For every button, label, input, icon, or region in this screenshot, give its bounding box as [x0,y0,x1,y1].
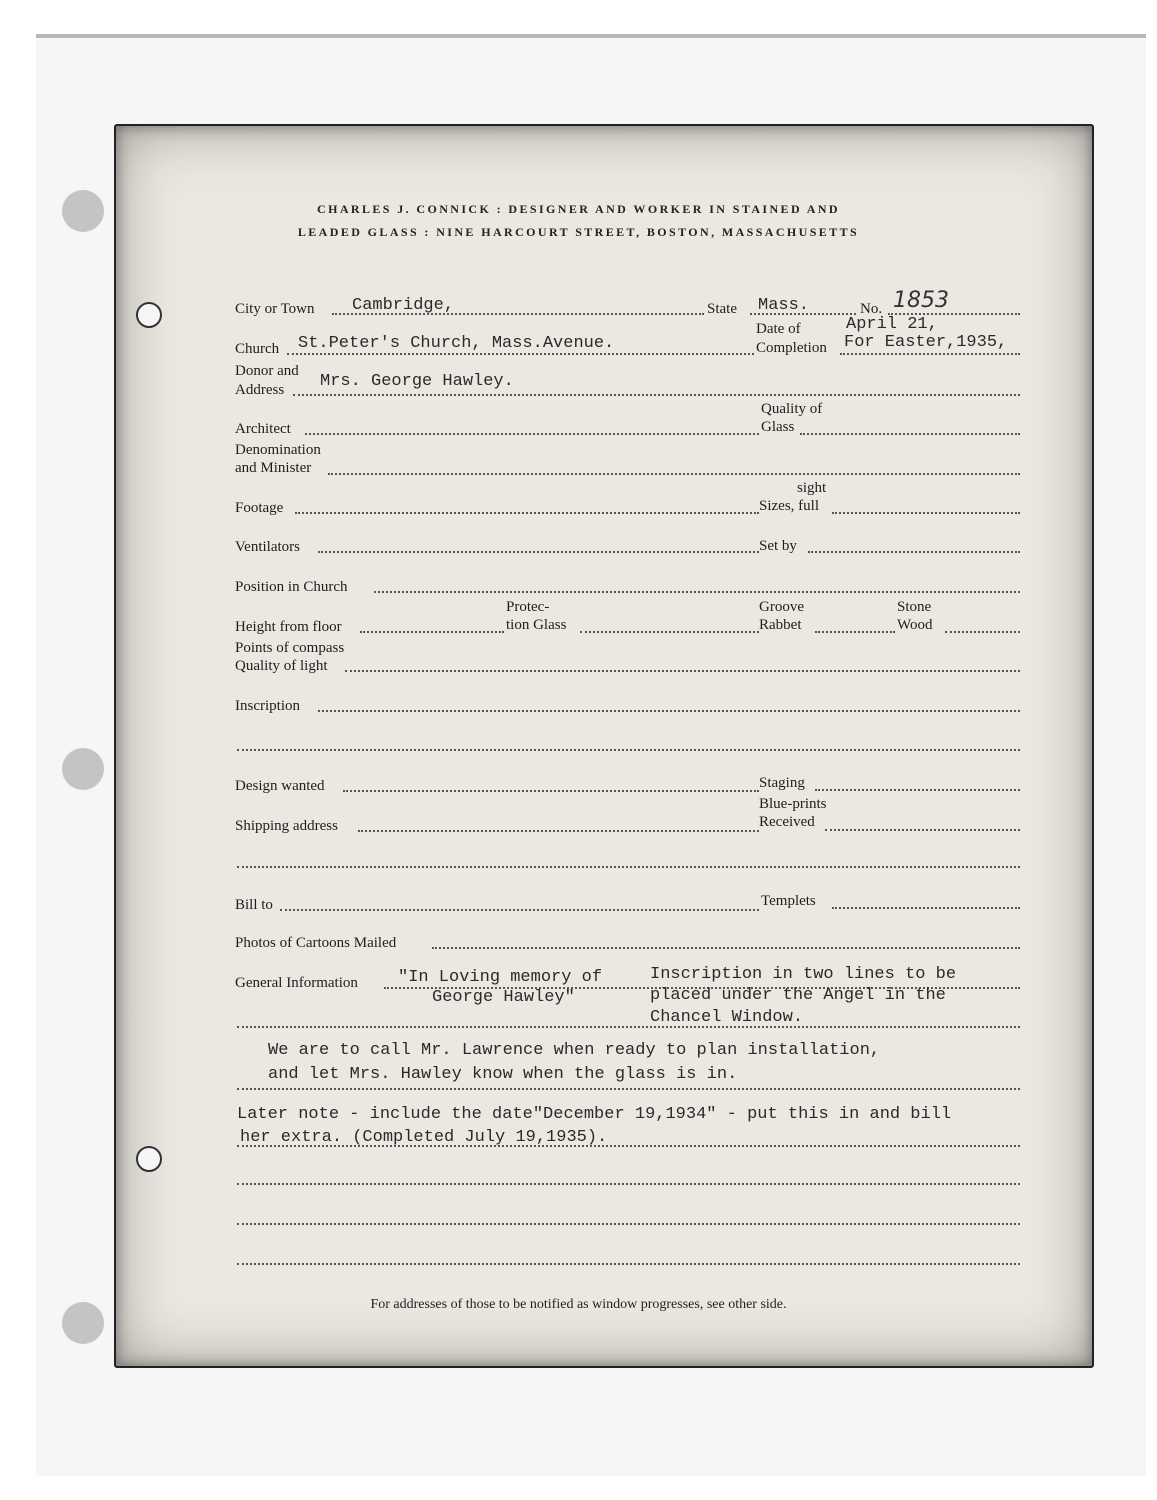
label-photos: Photos of Cartoons Mailed [235,935,397,951]
value-number: 1853 [893,288,949,313]
label-state: State [707,301,737,317]
label-ventilators: Ventilators [235,539,300,555]
label-denomination-2: and Minister [235,460,312,476]
value-state: Mass. [758,296,810,315]
label-wood: Wood [897,617,933,633]
footer-note: For addresses of those to be notified as window progresses, see other side. [370,1297,787,1312]
label-design: Design wanted [235,778,325,794]
value-church: St.Peter's Church, Mass.Avenue. [298,334,615,353]
label-compass: Points of compass [235,640,345,656]
dots-shipping-2 [237,866,1020,868]
label-position: Position in Church [235,579,348,595]
label-rabbet: Rabbet [759,617,802,633]
dots-denomination [328,473,1020,475]
label-protec-2: tion Glass [506,617,567,633]
dots-completion [840,353,1020,355]
dots-later-4 [237,1263,1020,1265]
label-groove: Groove [759,599,804,615]
value-date-line-2: For Easter,1935, [844,333,1008,352]
label-light: Quality of light [235,658,328,674]
label-sight: sight [797,480,827,496]
punch-hole-middle [62,748,104,790]
dots-glass [800,433,1020,435]
note-line-1: We are to call Mr. Lawrence when ready to plan installation, [268,1041,881,1060]
dots-general-2 [237,1026,1020,1028]
label-templets: Templets [761,893,816,909]
label-general: General Information [235,975,358,991]
value-city: Cambridge, [352,296,455,315]
dots-later-1 [237,1145,1020,1147]
label-architect: Architect [235,421,291,437]
dots-later-2 [237,1183,1020,1185]
dots-rabbet [815,631,895,633]
label-city: City or Town [235,301,315,317]
dots-note [237,1088,1020,1090]
label-completion: Completion [756,340,827,356]
later-note-line-1: Later note - include the date"December 19,1934" - put this in and bill [237,1105,952,1124]
dots-footage [295,512,759,514]
label-date-of: Date of [756,321,801,337]
label-height: Height from floor [235,619,342,635]
label-glass: Glass [761,419,795,435]
heading-line-2: LEADED GLASS : NINE HARCOURT STREET, BOSTON, MASSACHUSETTS [297,225,860,239]
dots-set-by [808,551,1020,553]
dots-photos [432,947,1020,949]
label-blueprints: Blue-prints [759,796,827,812]
note-line-2: and let Mrs. Hawley know when the glass is in. [268,1065,738,1084]
binder-ring-bottom [136,1146,162,1172]
dots-templets [832,907,1020,909]
label-no: No. [860,301,883,317]
label-protec-1: Protec- [506,599,550,615]
value-general-left-2: George Hawley" [432,988,575,1007]
dots-height [360,631,504,633]
value-general-right-1: Inscription in two lines to be [650,965,957,984]
label-inscription: Inscription [235,698,300,714]
dots-received [825,829,1020,831]
dots-bill-to [280,909,759,911]
label-sizes-full: Sizes, full [759,498,819,514]
dots-inscription-2 [237,749,1020,751]
dots-design [343,790,759,792]
binder-ring-top [136,302,162,328]
label-stone: Stone [897,599,932,615]
value-general-left-1: "In Loving memory of [398,968,603,987]
dots-sizes [832,512,1020,514]
dots-staging [815,789,1020,791]
dots-position [374,591,1020,593]
label-set-by: Set by [759,538,797,554]
label-donor-2: Address [235,382,285,398]
value-donor: Mrs. George Hawley. [320,372,514,391]
dots-protection [580,631,759,633]
dots-ventilators [318,551,759,553]
label-footage: Footage [235,500,284,516]
label-denomination-1: Denomination [235,442,321,458]
later-note-line-2: her extra. (Completed July 19,1935). [240,1128,608,1147]
heading-line-1: CHARLES J. CONNICK : DESIGNER AND WORKER IN STAINED AND [317,202,840,216]
label-shipping: Shipping address [235,818,338,834]
dots-donor [293,394,1020,396]
value-general-right-3: Chancel Window. [650,1008,804,1027]
label-quality-of: Quality of [761,401,823,417]
label-received: Received [759,814,815,830]
label-staging: Staging [759,775,805,791]
label-donor-1: Donor and [235,363,299,379]
dots-wood [945,631,1020,633]
label-bill-to: Bill to [235,897,273,913]
dots-architect [305,433,759,435]
value-general-right-2: placed under the Angel in the [650,986,946,1005]
label-church: Church [235,341,280,357]
dots-inscription [318,710,1020,712]
dots-shipping [358,830,759,832]
value-date-line-1: April 21, [846,315,938,334]
dots-later-3 [237,1223,1020,1225]
dots-light [345,670,1020,672]
